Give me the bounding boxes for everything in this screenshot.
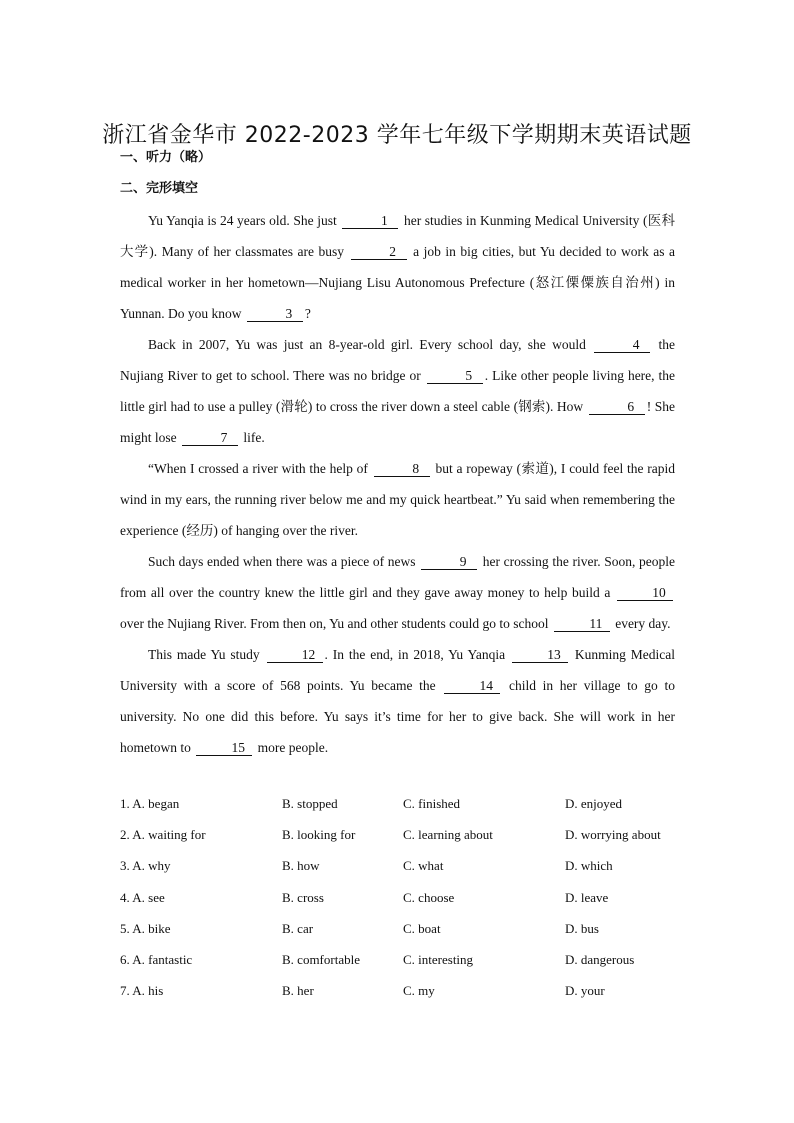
option-2-b: B. looking for [282,827,356,843]
blank-13: 13 [512,647,568,663]
option-row-5 [120,921,720,952]
blank-3: 3 [247,306,303,322]
option-row-3 [120,858,720,889]
option-1-d: D. enjoyed [565,796,623,811]
blank-5: 5 [427,368,483,384]
passage-paragraph [120,546,675,639]
page-title: 浙江省金华市 2022-2023 学年七年级下学期期末英语试题 [102,122,692,148]
option-7-b: B. her [282,983,314,999]
option-4-d: D. leave [565,889,609,905]
option-4-a: 4. A. see [120,889,165,905]
passage-text: Back in 2007, Yu was just an 8-year-old girl. Every school day, she would [148,337,593,352]
option-4-b: B. cross [282,889,324,905]
passage-text: her crossing the river. Soon, people from all over the country knew the little girl and they gave away money to help build a [120,554,675,600]
option-5-d: D. bus [565,920,599,936]
blank-10: 10 [617,585,673,601]
option-6-b: B. comfortable [282,951,360,967]
passage-text: ! She might lose [120,399,675,445]
blank-11: 11 [554,616,610,632]
option-6-a: 6. A. fantastic [120,951,193,967]
blank-9: 9 [421,554,477,570]
passage-paragraph [120,329,675,453]
passage-text: over the Nujiang River. From then on, Yu and other students could go to school [120,616,552,631]
passage-text: every day. [611,616,671,631]
blank-7: 7 [182,430,238,446]
option-5-c: C. boat [403,920,441,936]
passage-text: the Nujiang River to get to school. There was no bridge or [120,337,675,383]
passage-paragraph [120,639,675,763]
blank-14: 14 [444,678,500,694]
passage-text: more people. [254,740,329,755]
blank-15: 15 [196,740,252,756]
option-4-c: C. choose [403,889,455,905]
section-listening-heading: 一、听力（略） [120,150,212,165]
option-1-a: 1. A. began [120,796,180,811]
passage-text: her studies in Kunming Medical University (医科大学). Many of her classmates are busy [120,213,675,259]
blank-6: 6 [589,399,645,415]
passage-text: a job in big cities, but Yu decided to work as a medical worker in her hometown—Nujiang Lisu Autonomous Prefecture (怒江傈僳族自治州) in Yunnan. Do you know [120,244,675,321]
option-row-6 [120,952,720,983]
option-5-b: B. car [282,920,314,936]
option-7-a: 7. A. his [120,983,164,999]
passage-text: ? [304,306,311,321]
passage-text: This made Yu study [148,647,265,662]
passage-text: Kunming Medical University with a score of 568 points. Yu became the [120,647,675,693]
blank-8: 8 [374,461,430,477]
option-row-4 [120,890,720,921]
cloze-passage [120,205,675,763]
passage-text: . Like other people living here, the little girl had to use a pulley (滑轮) to cross the river down a steel cable (钢索). How [120,368,676,414]
option-row-2 [120,827,720,858]
passage-text: child in her village to go to university. No one did this before. Yu says it’s time for her to give back. She will work in her hometown to [120,678,675,755]
option-2-d: D. worrying about [565,827,661,843]
option-3-d: D. which [565,858,613,874]
section-cloze-heading: 二、完形填空 [120,181,199,196]
option-6-d: D. dangerous [565,951,635,967]
passage-text: life. [240,430,265,445]
passage-text: . In the end, in 2018, Yu Yanqia [324,647,510,662]
option-2-a: 2. A. waiting for [120,827,206,843]
blank-12: 12 [267,647,323,663]
option-1-b: B. stopped [282,796,338,811]
blank-1: 1 [342,213,398,229]
passage-paragraph [120,205,675,329]
option-2-c: C. learning about [403,827,493,843]
blank-2: 2 [351,244,407,260]
option-3-c: C. what [403,858,444,874]
passage-text: Yu Yanqia is 24 years old. She just [148,213,341,228]
passage-text: Such days ended when there was a piece of news [148,554,420,569]
option-row-1 [120,796,720,827]
option-6-c: C. interesting [403,951,474,967]
answer-options [120,796,720,1014]
option-7-c: C. my [403,983,435,999]
option-7-d: D. your [565,983,605,999]
passage-text: “When I crossed a river with the help of [148,461,372,476]
option-1-c: C. finished [403,796,461,811]
option-3-b: B. how [282,858,320,874]
option-3-a: 3. A. why [120,858,171,874]
passage-paragraph [120,453,675,546]
option-5-a: 5. A. bike [120,920,171,936]
passage-text: but a ropeway (索道), I could feel the rapid wind in my ears, the running river below me and my quick heartbeat.” Yu said when remembering the experience (经历) of hanging over the river. [120,461,675,538]
blank-4: 4 [594,337,650,353]
option-row-7 [120,983,720,1014]
